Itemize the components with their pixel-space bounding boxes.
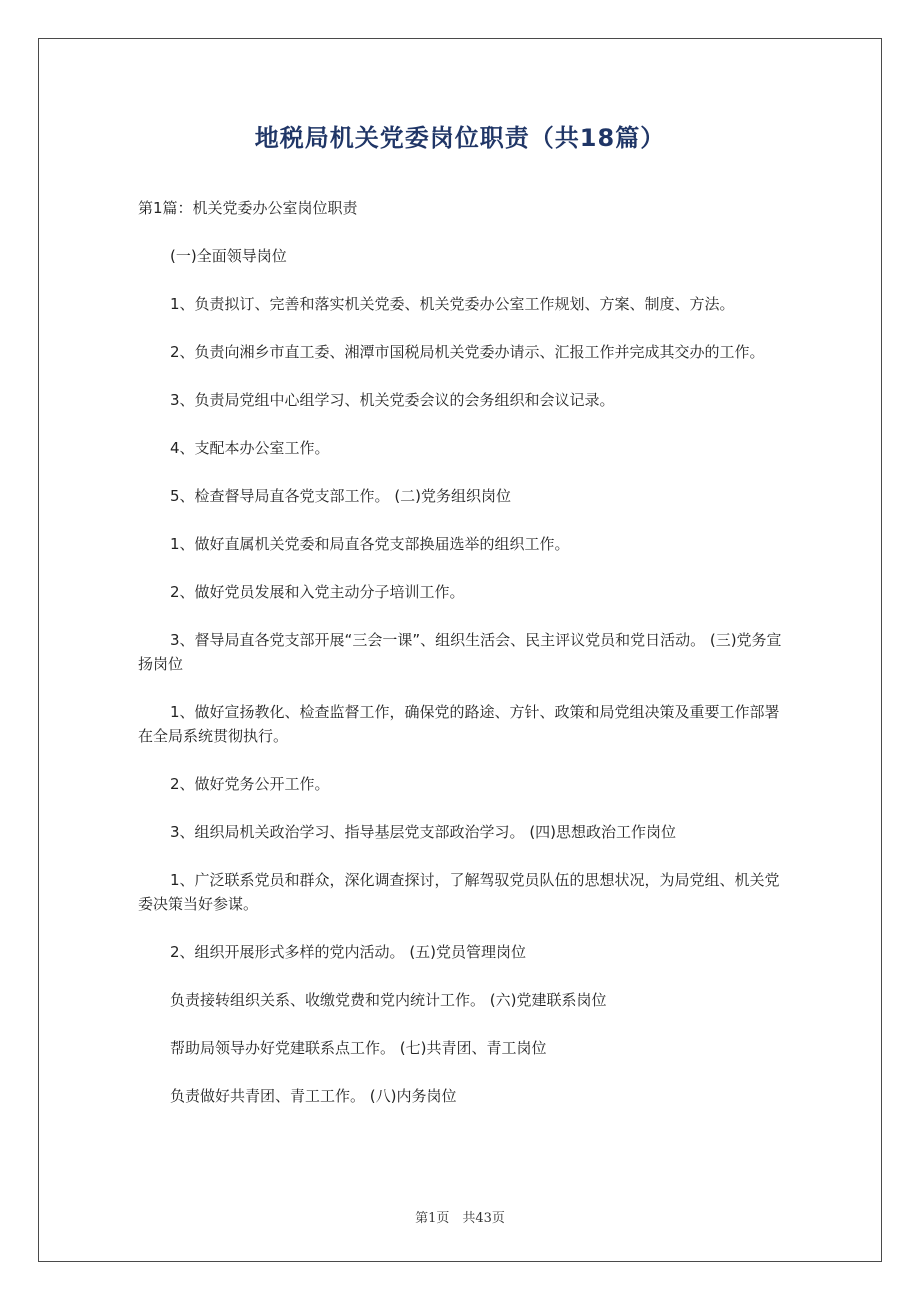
- paragraph: 1、广泛联系党员和群众，深化调查探讨，了解驾驭党员队伍的思想状况，为局党组、机关党委决策当好参谋。: [138, 871, 780, 913]
- paragraph: 4、支配本办公室工作。: [170, 439, 330, 457]
- paragraph: 2、做好党务公开工作。: [170, 775, 330, 793]
- document-body: [138, 196, 788, 1132]
- page-footer: 第1页 共43页: [415, 1211, 505, 1226]
- paragraph: 1、负责拟订、完善和落实机关党委、机关党委办公室工作规划、方案、制度、方法。: [170, 295, 735, 313]
- paragraph: 1、做好宣扬教化、检查监督工作，确保党的路途、方针、政策和局党组决策及重要工作部署在全局系统贯彻执行。: [138, 703, 780, 745]
- paragraph: 3、负责局党组中心组学习、机关党委会议的会务组织和会议记录。: [170, 391, 615, 409]
- section-heading: 第1篇：机关党委办公室岗位职责: [138, 199, 358, 217]
- paragraph: 2、负责向湘乡市直工委、湘潭市国税局机关党委办请示、汇报工作并完成其交办的工作。: [170, 343, 765, 361]
- paragraph: 5、检查督导局直各党支部工作。 (二)党务组织岗位: [170, 487, 512, 505]
- paragraph: 帮助局领导办好党建联系点工作。 (七)共青团、青工岗位: [170, 1039, 547, 1057]
- paragraph: 2、组织开展形式多样的党内活动。 (五)党员管理岗位: [170, 943, 527, 961]
- paragraph: 负责接转组织关系、收缴党费和党内统计工作。 (六)党建联系岗位: [170, 991, 607, 1009]
- paragraph: 3、督导局直各党支部开展“三会一课”、组织生活会、民主评议党员和党日活动。 (三)党务宣扬岗位: [138, 631, 782, 673]
- document-title: 地税局机关党委岗位职责（共18篇）: [254, 124, 666, 152]
- paragraph: 2、做好党员发展和入党主动分子培训工作。: [170, 583, 465, 601]
- paragraph: (一)全面领导岗位: [170, 247, 287, 265]
- paragraph: 3、组织局机关政治学习、指导基层党支部政治学习。 (四)思想政治工作岗位: [170, 823, 677, 841]
- paragraph: 负责做好共青团、青工工作。 (八)内务岗位: [170, 1087, 457, 1105]
- paragraph: 1、做好直属机关党委和局直各党支部换届选举的组织工作。: [170, 535, 570, 553]
